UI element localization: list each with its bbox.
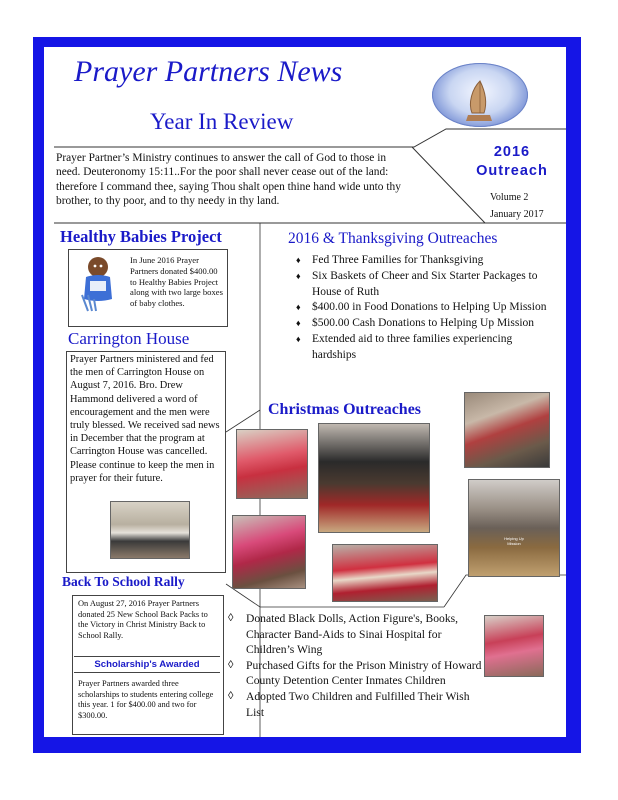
list-item: ♦ Fed Three Families for Thanksgiving [296, 253, 558, 269]
gift-table-photo [464, 392, 550, 468]
list-item: ♦ Extended aid to three families experiencing hardships [296, 332, 558, 364]
wrapped-gifts-photo [332, 544, 438, 602]
page-subtitle: Year In Review [150, 109, 294, 134]
thanksgiving-heading: 2016 & Thanksgiving Outreaches [288, 230, 498, 247]
intro-paragraph: Prayer Partner’s Ministry continues to answer the call of God to those in need. Deuteronomy 15:11..For the poor shall never cease out of the land: therefore I command thee, saying Thou shalt open thine hand wide unto thy brother, to thy poor, and to thy needy in thy land. [56, 152, 401, 207]
wagon-photo [318, 423, 430, 533]
podium-sign: Helping Up Mission [504, 536, 524, 546]
scholarship-text: Prayer Partners awarded three scholarships to students entering college this year. 1 for $400.00 and two for $300.00. [78, 679, 214, 721]
healthy-babies-heading: Healthy Babies Project [60, 227, 222, 246]
christmas-heading: Christmas Outreaches [268, 401, 422, 418]
outreach-label [462, 143, 562, 181]
healthy-babies-text: In June 2016 Prayer Partners donated $400.00 to Healthy Babies Project along with two large boxes of baby clothes. [130, 255, 223, 309]
baby-icon [78, 255, 118, 313]
praying-hands-icon [432, 63, 528, 127]
podium-photo [468, 479, 560, 577]
volume-label: Volume 2 [490, 192, 529, 203]
gift-bags-photo [236, 429, 308, 499]
back-to-school-heading: Back To School Rally [62, 574, 185, 589]
carrington-heading: Carrington House [68, 329, 190, 348]
list-item: ♦ $500.00 Cash Donations to Helping Up Mission [296, 316, 558, 332]
scholarship-heading: Scholarship's Awarded [74, 656, 220, 673]
carrington-group-photo [110, 501, 190, 559]
christmas-list [228, 611, 488, 720]
back-to-school-text: On August 27, 2016 Prayer Partners donated 25 New School Back Packs to the Victory in Christ Ministry Back to School Rally. [78, 599, 208, 641]
children-gifts-photo [484, 615, 544, 677]
list-item: ♦ Six Baskets of Cheer and Six Starter Packages to House of Ruth [296, 269, 558, 301]
list-item: ◊ Adopted Two Children and Fulfilled Their Wish List [228, 689, 488, 720]
list-item: ◊ Donated Black Dolls, Action Figure's, Books, Character Band-Aids to Sinai Hospital for Children’s Wing [228, 611, 488, 658]
dolls-photo [232, 515, 306, 589]
outreach-word: Outreach [476, 163, 548, 179]
issue-date: January 2017 [490, 209, 544, 220]
newsletter-title: Prayer Partners News [74, 55, 343, 88]
carrington-text: Prayer Partners ministered and fed the men of Carrington House on August 7, 2016. Bro. Drew Hammond delivered a word of encouragement and the men were truly blessed. We received sad news in December that the program at Carrington House was cancelled. Please continue to keep the men in prayer for their future. [70, 354, 220, 484]
list-item: ◊ Purchased Gifts for the Prison Ministry of Howard County Detention Center Inmates Children [228, 658, 488, 689]
newsletter-page [44, 47, 566, 737]
list-item: ♦ $400.00 in Food Donations to Helping Up Mission [296, 300, 558, 316]
thanksgiving-list [296, 253, 558, 364]
outreach-year: 2016 [493, 144, 531, 160]
